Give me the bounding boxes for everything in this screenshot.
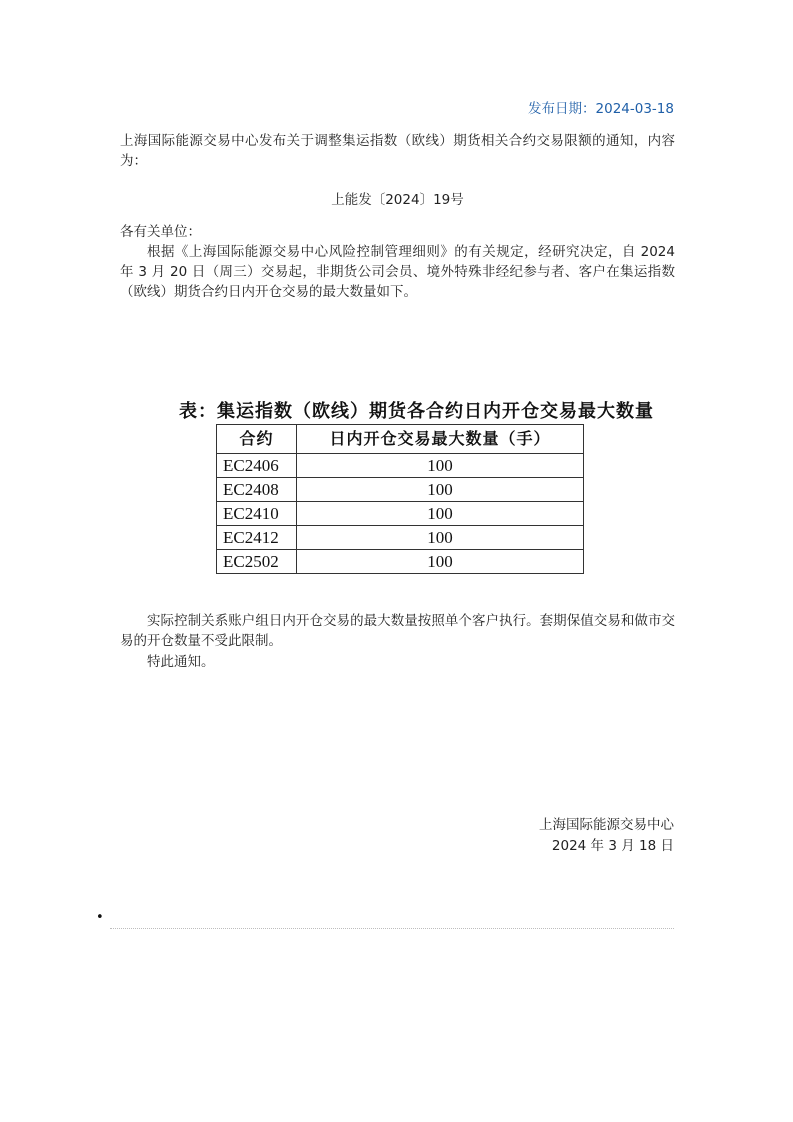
max-quantity-cell: 100 bbox=[297, 454, 584, 478]
signature-date: 2024 年 3 月 18 日 bbox=[551, 838, 674, 854]
limits-table bbox=[216, 424, 584, 574]
intro-paragraph: 上海国际能源交易中心发布关于调整集运指数（欧线）期货相关合约交易限额的通知，内容为： bbox=[120, 133, 675, 169]
max-quantity-cell: 100 bbox=[297, 502, 584, 526]
max-quantity-cell: 100 bbox=[297, 478, 584, 502]
contract-cell: EC2410 bbox=[217, 502, 297, 526]
table-row bbox=[217, 502, 584, 526]
contract-cell: EC2406 bbox=[217, 454, 297, 478]
dotted-divider bbox=[110, 928, 674, 929]
header-contract: 合约 bbox=[217, 425, 297, 454]
list-bullet: • bbox=[96, 910, 104, 925]
signature-org: 上海国际能源交易中心 bbox=[539, 817, 674, 833]
table-header-row bbox=[217, 425, 584, 454]
contract-cell: EC2502 bbox=[217, 550, 297, 574]
table-row bbox=[217, 550, 584, 574]
salutation: 各有关单位： bbox=[120, 224, 201, 240]
max-quantity-cell: 100 bbox=[297, 550, 584, 574]
note-paragraph: 实际控制关系账户组日内开仓交易的最大数量按照单个客户执行。套期保值交易和做市交易的开仓数量不受此限制。 bbox=[120, 613, 675, 649]
table-row bbox=[217, 526, 584, 550]
table-row bbox=[217, 454, 584, 478]
document-number: 上能发〔2024〕19号 bbox=[331, 192, 464, 208]
publish-date: 发布日期：2024-03-18 bbox=[528, 101, 674, 117]
max-quantity-cell: 100 bbox=[297, 526, 584, 550]
closing-line: 特此通知。 bbox=[147, 654, 215, 670]
contract-cell: EC2412 bbox=[217, 526, 297, 550]
contract-cell: EC2408 bbox=[217, 478, 297, 502]
table-row bbox=[217, 478, 584, 502]
table-title: 表：集运指数（欧线）期货各合约日内开仓交易最大数量 bbox=[179, 401, 654, 422]
body-paragraph: 根据《上海国际能源交易中心风险控制管理细则》的有关规定，经研究决定，自 2024 年 3 月 20 日（周三）交易起，非期货公司会员、境外特殊非经纪参与者、客户在集运指数（欧线）期货合约日内开仓交易的最大数量如下。 bbox=[120, 244, 675, 300]
header-max-quantity: 日内开仓交易最大数量（手） bbox=[297, 425, 584, 454]
